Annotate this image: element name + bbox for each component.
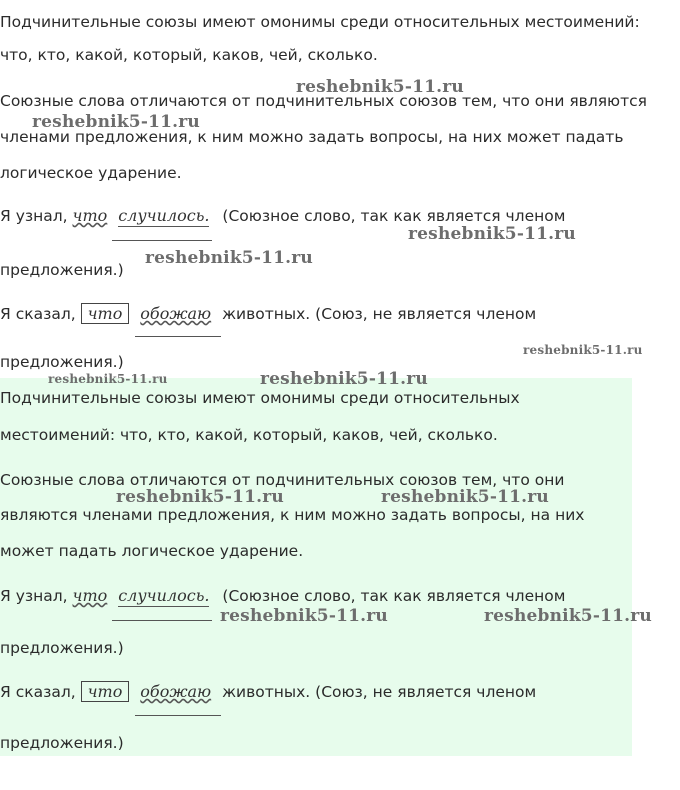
paragraph-line: может падать логическое ударение.: [0, 542, 304, 560]
paragraph-line: являются членами предложения, к ним можно задать вопросы, на них: [0, 506, 585, 524]
watermark: reshebnik5-11.ru: [260, 369, 428, 389]
conjunction-boxed: что: [81, 681, 130, 702]
paragraph-line: Союзные слова отличаются от подчинительных союзов тем, что они являются: [0, 92, 647, 110]
watermark: reshebnik5-11.ru: [145, 248, 313, 268]
predicate-word: обожаю: [140, 304, 212, 323]
predicate-word: обожаю: [140, 682, 212, 701]
paragraph-line: предложения.): [0, 639, 124, 657]
paragraph-line: членами предложения, к ним можно задать вопросы, на них может падать: [0, 128, 624, 146]
example-sentence-1: [0, 586, 565, 606]
example-sentence-2: [0, 682, 536, 702]
example-sentence-1: [0, 206, 565, 226]
paragraph-line: Подчинительные союзы имеют омонимы среди относительных: [0, 389, 520, 407]
conjunction-boxed: что: [81, 303, 130, 324]
predicate-word: случилось.: [118, 206, 210, 225]
example-prefix: Я сказал,: [0, 683, 76, 701]
predicate-word: случилось.: [118, 586, 210, 605]
paragraph-line: Союзные слова отличаются от подчинительных союзов тем, что они: [0, 471, 565, 489]
paragraph-line: предложения.): [0, 734, 124, 752]
watermark: reshebnik5-11.ru: [220, 606, 388, 626]
paragraph-line: местоимений: что, кто, какой, который, каков, чей, сколько.: [0, 426, 498, 444]
conjunctive-word: что: [72, 586, 108, 605]
conjunctive-word: что: [72, 206, 108, 225]
paragraph-line: предложения.): [0, 353, 124, 371]
example-comment: (Союзное слово, так как является членом: [222, 587, 566, 605]
watermark: reshebnik5-11.ru: [381, 487, 549, 507]
example-prefix: Я узнал,: [0, 587, 68, 605]
example-prefix: Я узнал,: [0, 207, 68, 225]
underline-mark: [112, 240, 212, 241]
underline-mark: [135, 336, 221, 337]
example-prefix: Я сказал,: [0, 305, 76, 323]
paragraph-line: предложения.): [0, 261, 124, 279]
watermark: reshebnik5-11.ru: [523, 343, 643, 357]
example-sentence-2: [0, 304, 536, 324]
underline-mark: [135, 715, 221, 716]
paragraph-line: логическое ударение.: [0, 164, 182, 182]
paragraph-line: Подчинительные союзы имеют омонимы среди относительных местоимений:: [0, 13, 640, 31]
paragraph-line: что, кто, какой, который, каков, чей, сколько.: [0, 46, 378, 64]
watermark: reshebnik5-11.ru: [296, 77, 464, 97]
example-comment: животных. (Союз, не является членом: [222, 683, 537, 701]
watermark: reshebnik5-11.ru: [32, 112, 200, 132]
watermark: reshebnik5-11.ru: [48, 372, 168, 386]
example-comment: животных. (Союз, не является членом: [222, 305, 537, 323]
watermark: reshebnik5-11.ru: [484, 606, 652, 626]
example-comment: (Союзное слово, так как является членом: [222, 207, 566, 225]
underline-mark: [112, 620, 212, 621]
watermark: reshebnik5-11.ru: [116, 487, 284, 507]
watermark: reshebnik5-11.ru: [408, 224, 576, 244]
